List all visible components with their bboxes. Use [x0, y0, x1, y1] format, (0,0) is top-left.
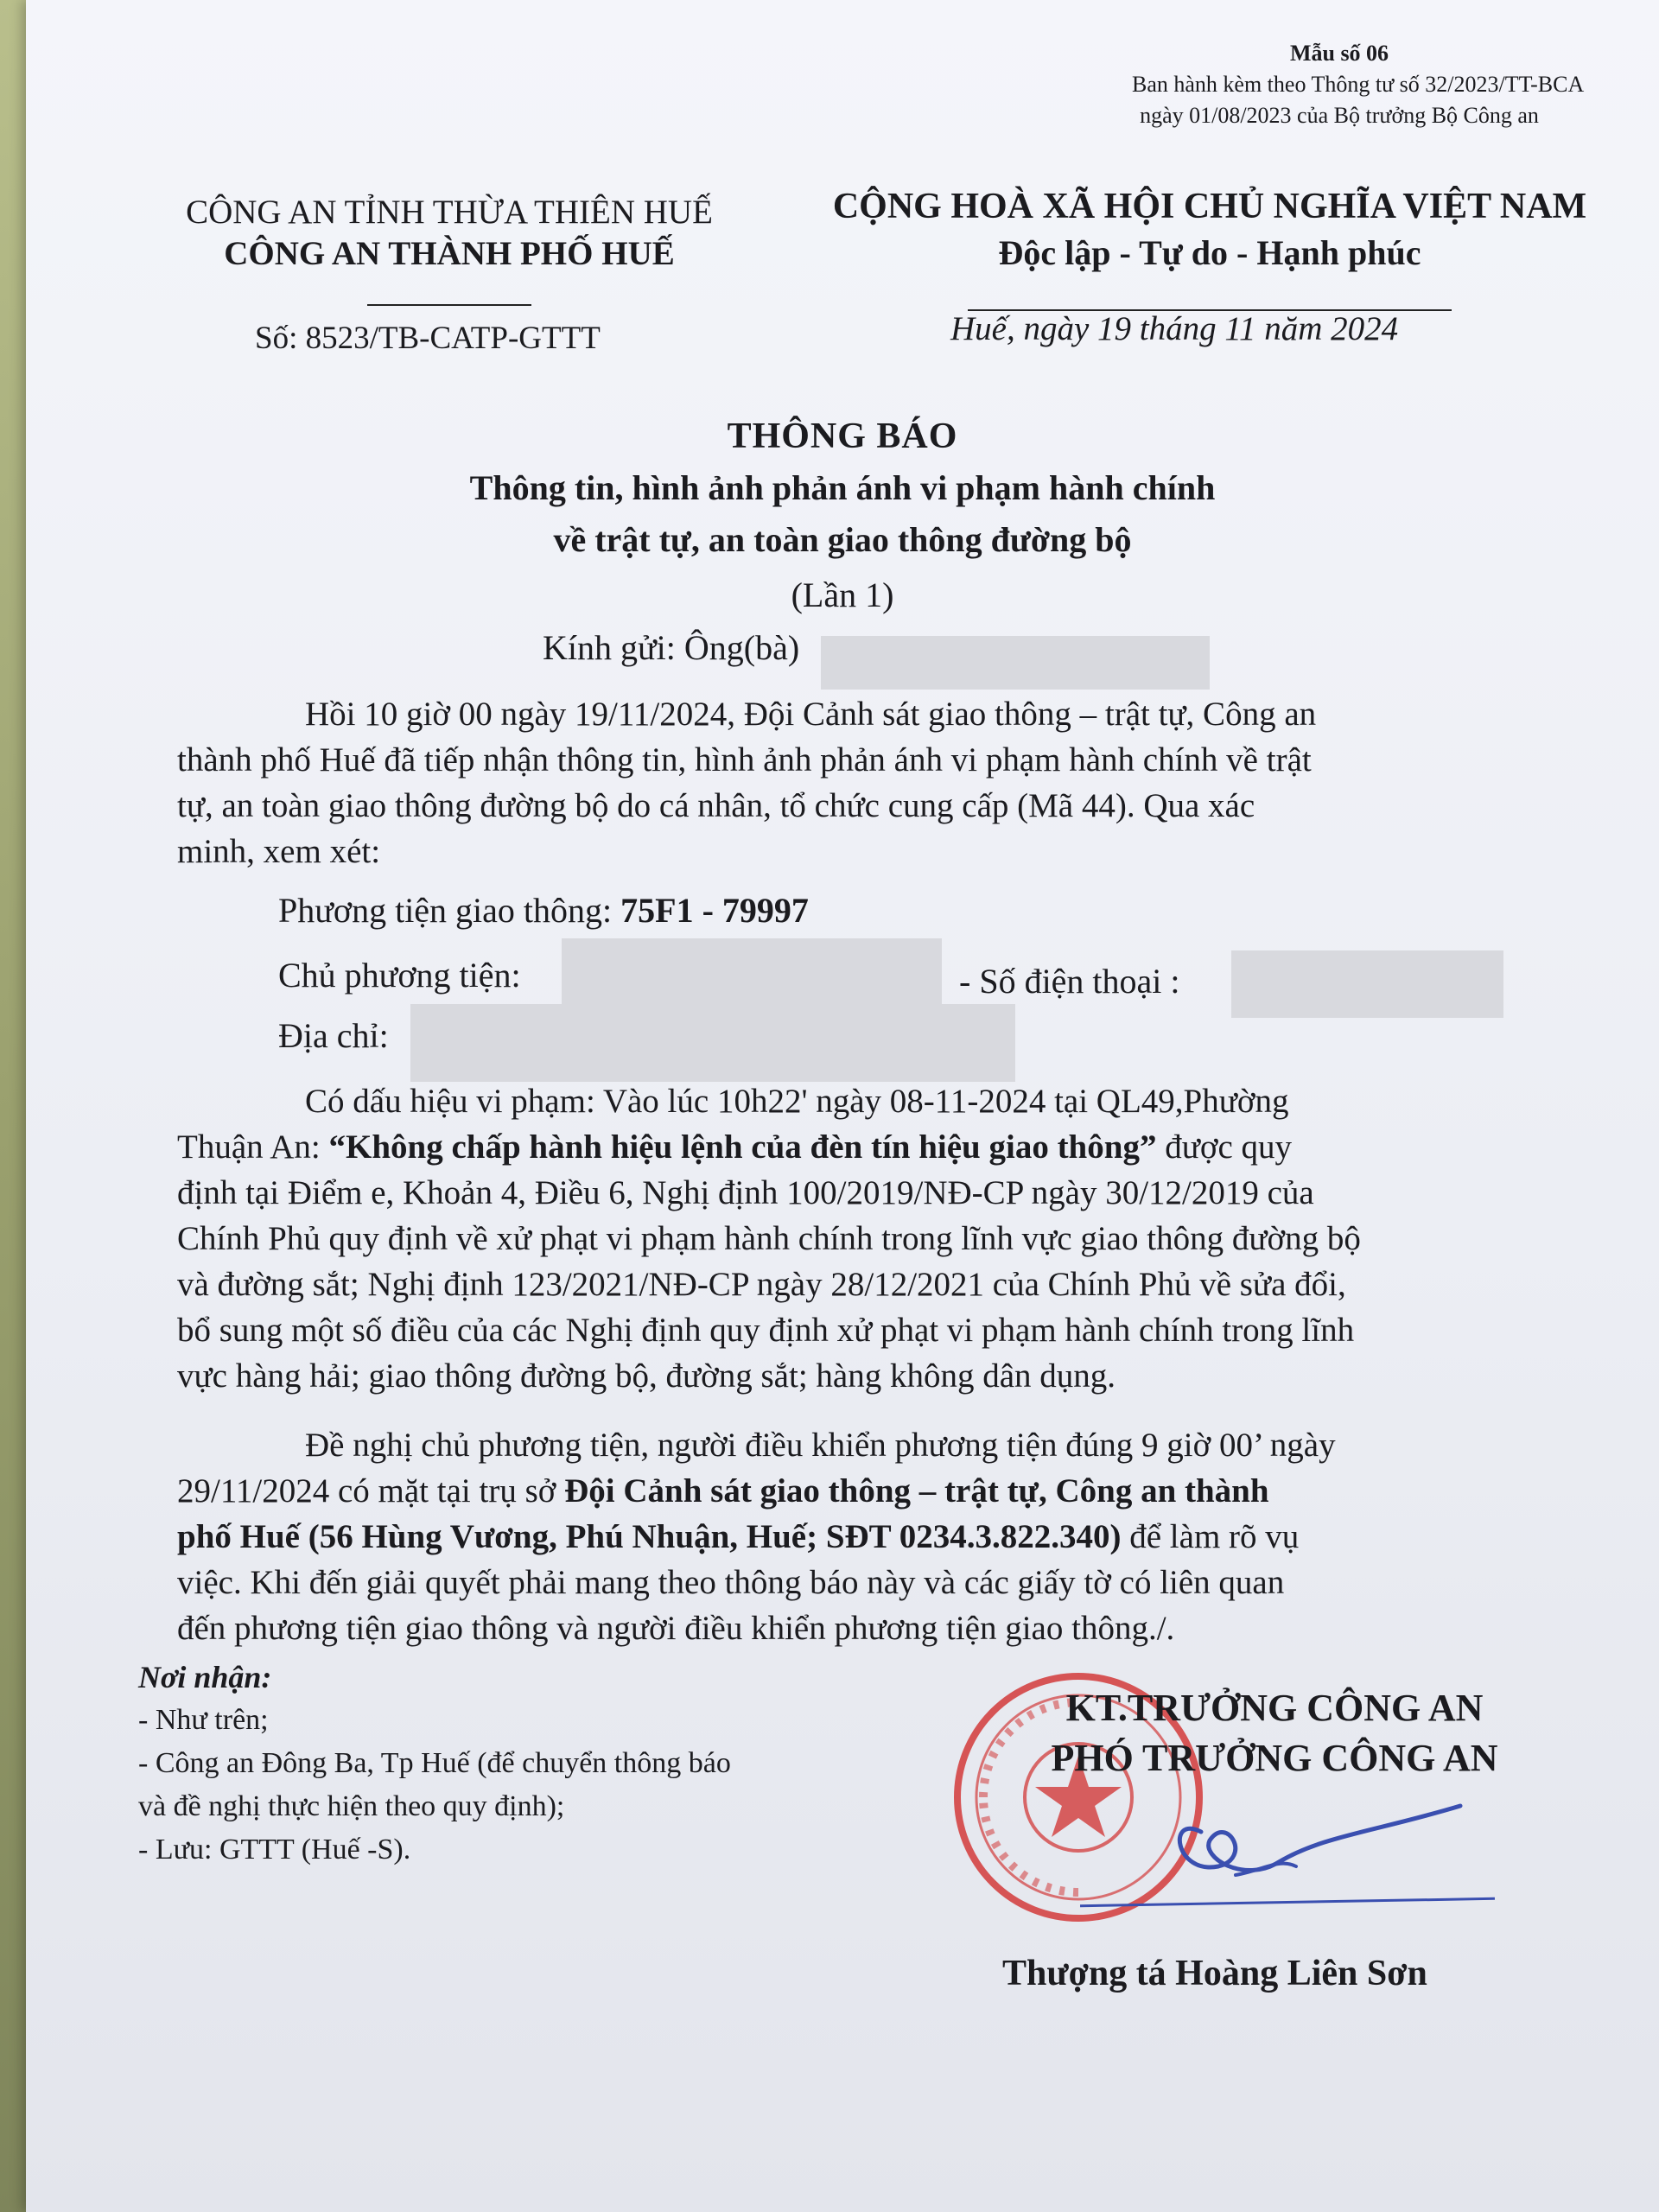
- para1-line3: tự, an toàn giao thông đường bộ do cá nhân, tổ chức cung cấp (Mã 44). Qua xác: [177, 787, 1255, 824]
- redacted-address: [410, 1004, 1015, 1082]
- notice-title: [26, 410, 1659, 621]
- greeting: Kính gửi: Ông(bà): [543, 628, 800, 667]
- title-occurrence: (Lần 1): [791, 575, 894, 614]
- para3-line3: [177, 1514, 1568, 1560]
- title-main: THÔNG BÁO: [727, 416, 958, 456]
- redacted-recipient-name: [821, 636, 1210, 690]
- title-sub2: về trật tự, an toàn giao thông đường bộ: [553, 520, 1132, 559]
- para1-line2: thành phố Huế đã tiếp nhận thông tin, hình ảnh phản ánh vi phạm hành chính về trật: [177, 741, 1312, 779]
- para2-line6: bổ sung một số điều của các Nghị định quy định xử phạt vi phạm hành chính trong lĩnh: [177, 1312, 1355, 1349]
- org-line1: CÔNG AN TỈNH THỪA THIÊN HUẾ: [186, 194, 713, 231]
- handwritten-signature-icon: [1149, 1780, 1495, 1901]
- signature-title2: PHÓ TRƯỞNG CÔNG AN: [1051, 1737, 1498, 1779]
- office-name: Đội Cảnh sát giao thông – trật tự, Công an thành: [564, 1472, 1269, 1510]
- violation-description: “Không chấp hành hiệu lệnh của đèn tín hiệu giao thông”: [328, 1128, 1157, 1166]
- para2-line4: Chính Phủ quy định về xử phạt vi phạm hành chính trong lĩnh vực giao thông đường bộ: [177, 1220, 1361, 1257]
- form-reference-line2: ngày 01/08/2023 của Bộ trưởng Bộ Công an: [1140, 103, 1539, 128]
- para2-line3: định tại Điểm e, Khoản 4, Điều 6, Nghị định 100/2019/NĐ-CP ngày 30/12/2019 của: [177, 1174, 1314, 1211]
- notice-document: [26, 0, 1659, 2212]
- para3-line2: [177, 1468, 1568, 1514]
- paragraph-receipt: [177, 691, 1568, 874]
- para2-line1: Có dấu hiệu vi phạm: Vào lúc 10h22' ngày 08-11-2024 tại QL49,Phường: [305, 1083, 1289, 1120]
- para1-line1: Hồi 10 giờ 00 ngày 19/11/2024, Đội Cảnh sát giao thông – trật tự, Công an: [305, 696, 1317, 733]
- recipient-2: - Công an Đông Ba, Tp Huế (để chuyển thông báo: [138, 1747, 731, 1779]
- recipient-1: - Như trên;: [138, 1704, 269, 1736]
- vehicle-field: [278, 890, 809, 931]
- title-sub1: Thông tin, hình ảnh phản ánh vi phạm hành chính: [469, 468, 1216, 507]
- para2-line2-end: được quy: [1156, 1128, 1293, 1166]
- paragraph-summons: [177, 1422, 1568, 1651]
- org-line2: CÔNG AN THÀNH PHỐ HUẾ: [224, 235, 675, 272]
- place-date: Huế, ngày 19 tháng 11 năm 2024: [950, 310, 1399, 347]
- recipients-heading: Nơi nhận:: [138, 1660, 272, 1694]
- para3-line1: Đề nghị chủ phương tiện, người điều khiển phương tiện đúng 9 giờ 00’ ngày: [305, 1427, 1336, 1464]
- para3-line5: đến phương tiện giao thông và người điều khiển phương tiện giao thông./.: [177, 1610, 1175, 1647]
- redacted-phone-number: [1231, 950, 1503, 1018]
- office-address: phố Huế (56 Hùng Vương, Phú Nhuận, Huế; SĐT 0234.3.822.340): [177, 1518, 1122, 1555]
- paragraph-violation: [177, 1078, 1568, 1399]
- phone-label: - Số điện thoại :: [959, 962, 1180, 1001]
- para2-line5: và đường sắt; Nghị định 123/2021/NĐ-CP ngày 28/12/2021 của Chính Phủ về sửa đổi,: [177, 1266, 1346, 1303]
- nation-line1: CỘNG HOÀ XÃ HỘI CHỦ NGHĨA VIỆT NAM: [832, 187, 1587, 226]
- para3-line3-end: để làm rõ vụ: [1121, 1518, 1300, 1555]
- redacted-owner-name: [562, 938, 942, 1006]
- para3-line2-start: 29/11/2024 có mặt tại trụ sở: [177, 1472, 565, 1510]
- vehicle-label: Phương tiện giao thông:: [278, 891, 613, 930]
- signer-name: Thượng tá Hoàng Liên Sơn: [1002, 1954, 1427, 1993]
- vehicle-plate: 75F1 - 79997: [620, 891, 809, 930]
- recipient-3: - Lưu: GTTT (Huế -S).: [138, 1834, 411, 1866]
- signature-block: [994, 1683, 1555, 1783]
- recipient-2-cont: và đề nghị thực hiện theo quy định);: [138, 1790, 565, 1822]
- recipients-list: [138, 1656, 731, 1872]
- org-underline: [367, 304, 531, 306]
- signature-title1: KT.TRƯỞNG CÔNG AN: [1065, 1687, 1484, 1729]
- para1-line4: minh, xem xét:: [177, 833, 381, 870]
- national-header: [778, 183, 1642, 323]
- owner-field-label: Chủ phương tiện:: [278, 956, 521, 995]
- nation-motto: Độc lập - Tự do - Hạnh phúc: [998, 233, 1421, 272]
- para3-line4: việc. Khi đến giải quyết phải mang theo thông báo này và các giấy tờ có liên quan: [177, 1564, 1285, 1601]
- para2-line2-start: Thuận An:: [177, 1128, 329, 1166]
- address-label: Địa chỉ:: [278, 1016, 389, 1055]
- document-number: Số: 8523/TB-CATP-GTTT: [255, 321, 601, 356]
- form-reference-line1: Ban hành kèm theo Thông tư số 32/2023/TT-BCA: [1132, 72, 1585, 97]
- para2-line7: vực hàng hải; giao thông đường bộ, đường sắt; hàng không dân dụng.: [177, 1357, 1116, 1395]
- issuing-organization: [147, 192, 752, 316]
- form-reference: [1132, 38, 1585, 131]
- para2-line2: [177, 1124, 1568, 1170]
- form-number: Mẫu số 06: [1289, 41, 1389, 66]
